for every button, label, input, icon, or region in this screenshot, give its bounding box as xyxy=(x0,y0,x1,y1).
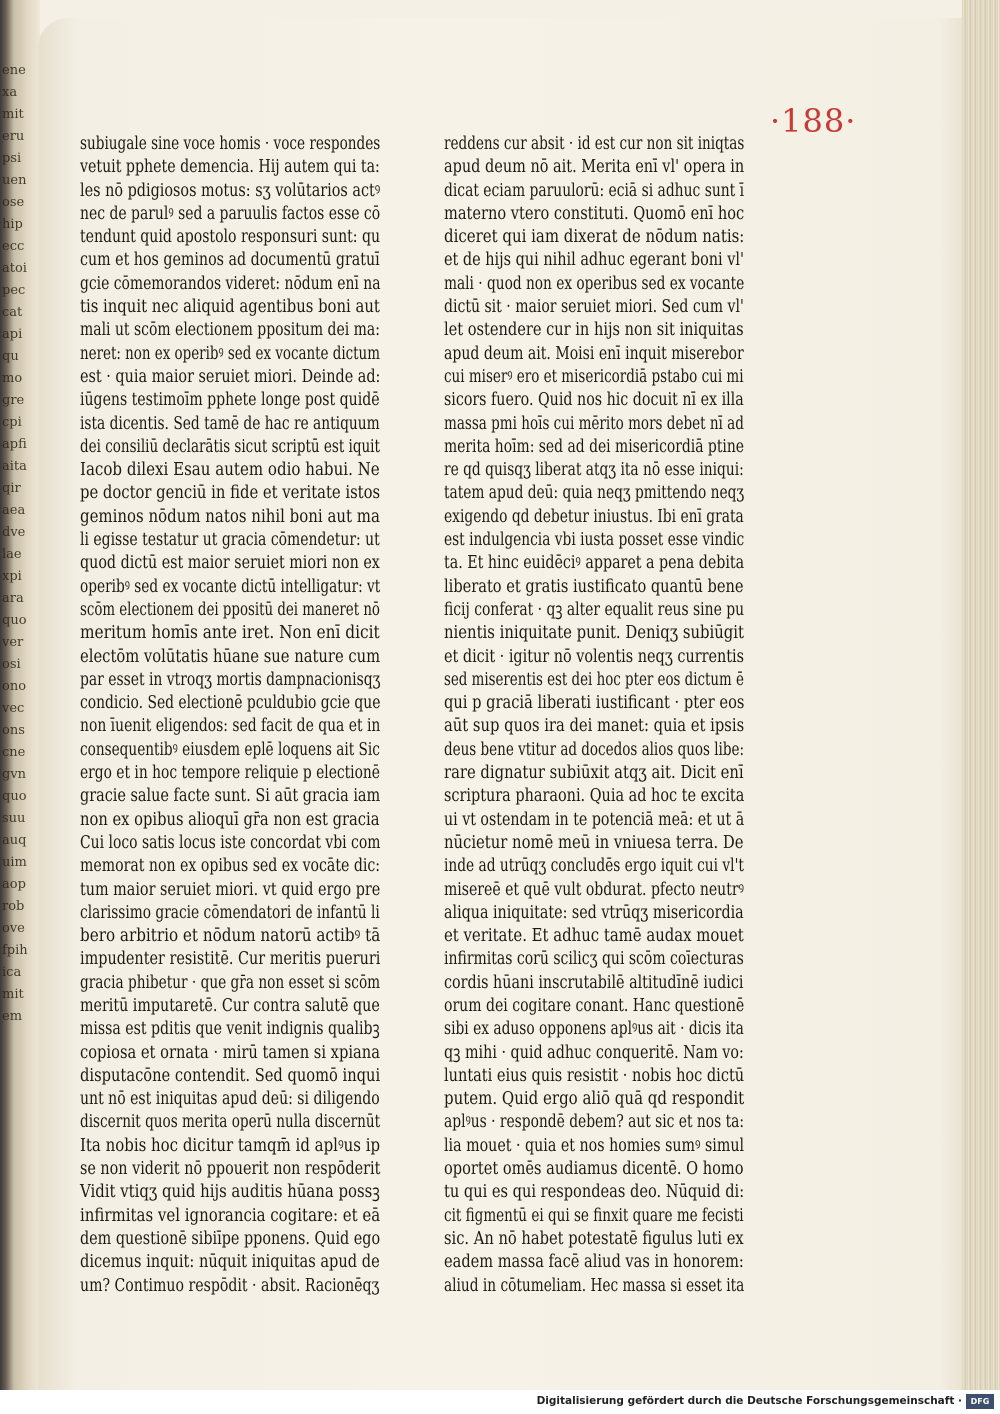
text-line: dictū sit · maior seruiet miori. Sed cum vl' xyxy=(444,297,744,318)
text-line: gracia phibetur · que gr̄a non esset si scōm xyxy=(80,972,381,993)
text-line: quod dictū est maior seruiet miori non ex xyxy=(80,553,380,574)
text-line: tendunt quid apostolo responsuri sunt: qu xyxy=(80,227,381,248)
text-line: meritū imputaretē. Cur contra salutē que xyxy=(80,995,380,1016)
text-line: re qd quisqʒ liberat atqʒ ita nō esse iniqui: xyxy=(444,460,744,481)
text-line: let ostendere cur in hijs non sit iniquitas xyxy=(444,320,744,341)
text-line: non ex opibus alioquī gr̄a non est gracia xyxy=(80,809,380,830)
text-line: oportet omēs audiamus dicentē. O homo xyxy=(444,1159,744,1180)
text-line: reddens cur absit · id est cur non sit iniqtas xyxy=(444,134,745,154)
text-line: Iacob dilexi Esau autem odio habui. Ne xyxy=(80,460,380,481)
text-line: ergo et in hoc tempore reliquie p electionē xyxy=(80,763,380,784)
text-line: cit figmentū ei qui se finxit quare me fecisti xyxy=(444,1205,744,1226)
text-line: tu qui es qui respondeas deo. Nūquid di: xyxy=(444,1182,745,1203)
text-line: meritum homīs ante iret. Non enī dicit xyxy=(80,623,380,644)
digitization-footer xyxy=(0,1390,1000,1414)
text-line: disputacōne contendit. Sed quomō inqui xyxy=(80,1065,381,1086)
text-line: ista dicentis. Sed tamē de hac re antiquum xyxy=(80,413,380,434)
text-line: aplꝰus · respondē debem? aut sic et nos ta: xyxy=(444,1112,745,1133)
text-line: gracie salue facte sunt. Si aūt gracia iam xyxy=(80,786,381,807)
text-line: aliqua iniquitate: sed vtrūqʒ misericordia xyxy=(444,902,744,923)
text-line: infirmitas corū scilicʒ qui scōm coīecturas xyxy=(444,949,744,970)
text-line: gcie cōmemorandos videret: nōdum enī na xyxy=(80,273,381,294)
text-line: dem questionē sibiīpe pponens. Quid ego xyxy=(80,1228,381,1249)
text-line: et de hijs qui nihil adhuc egerant boni vl' xyxy=(444,250,744,271)
text-line: cordis hūani inscrutabilē altitudīnē iudici xyxy=(444,972,744,993)
text-line: tis inquit nec aliquid agentibus boni aut xyxy=(80,297,380,318)
text-line: iūgens testimoīm pphete longe post quidē xyxy=(80,390,380,411)
text-line: merita hoīm: sed ad dei misericordiā ptine xyxy=(444,436,745,457)
text-line: impudenter resistitē. Cur meritis pueruri xyxy=(80,949,381,970)
text-line: pe doctor genciū in fide et veritate istos xyxy=(80,483,381,504)
text-line: mali ut scōm electionem ppositum dei ma: xyxy=(80,320,380,341)
text-line: consequentibꝰ eiusdem eplē loquens ait Sic xyxy=(80,739,380,760)
text-line: neret: non ex operibꝰ sed ex vocante dictum xyxy=(80,343,380,364)
text-line: um? Contimuo respōdit · absit. Racionēqʒ xyxy=(80,1275,380,1296)
folio-number: ·188· xyxy=(770,102,857,140)
text-line: ta. Et hinc euidēciꝰ apparet a pena debita xyxy=(444,553,745,574)
text-line: sed miserentis est dei hoc pter eos dictum ē xyxy=(444,669,744,690)
text-line: Vidit vtiqʒ quid hijs auditis hūana possꝫ xyxy=(80,1182,380,1203)
text-line: vetuit pphete demencia. Hij autem qui ta: xyxy=(80,157,380,178)
text-line: les nō pdigiosos motus: sʒ volūtarios actꝰ xyxy=(80,180,381,201)
text-line: liberato et gratis iustificato quantū bene xyxy=(444,576,744,597)
text-line: Cui loco satis locus iste concordat vbi com xyxy=(80,832,381,853)
text-line: aūt sup quos ira dei manet: quia et ipsis xyxy=(444,716,745,737)
text-line: subiugale sine voce homis · voce respondes xyxy=(80,134,381,154)
text-line: inde ad utrūqʒ concludēs ergo iquit cui vl't xyxy=(444,856,744,877)
text-line: luntati eius quis resistit · nobis hoc dictū xyxy=(444,1065,745,1086)
text-column-right xyxy=(444,133,744,1298)
text-line: dei consiliū declarātis sicut scriptū est iquit xyxy=(80,436,380,457)
text-line: et dicit · igitur nō volentis neqʒ currentis xyxy=(444,646,745,667)
text-line: misereē et quē vult obdurat. pfecto neutrꝰ xyxy=(444,879,744,900)
text-line: bero arbitrio et nōdum natorū actibꝰ tā xyxy=(80,926,381,947)
text-line: deus bene vtitur ad docedos alios quos libe: xyxy=(444,739,745,760)
text-line: memorat non ex opibus sed ex vocāte dic: xyxy=(80,856,381,877)
text-line: nec de parulꝰ sed a paruulis factos esse cō xyxy=(80,203,381,224)
text-line: par esset in vtroqʒ mortis dampnacionisqʒ xyxy=(80,669,381,690)
text-line: massa pmi hoīs cui mērito mors debet nī ad xyxy=(444,413,744,434)
text-line: condicio. Sed electionē pculdubio gcie que xyxy=(80,693,381,714)
text-line: scriptura pharaoni. Quia ad hoc te excita xyxy=(444,786,745,807)
text-line: tatem apud deū: quia neqʒ pmittendo neqʒ xyxy=(444,483,745,504)
text-line: qui p graciā liberati iustificant · pter eos xyxy=(444,693,745,714)
text-line: se non viderit nō ppouerit non respōderit xyxy=(80,1159,381,1180)
text-line: tum maior seruiet miori. vt quid ergo pre xyxy=(80,879,381,900)
text-line: scōm electionem dei ppositū dei maneret nō xyxy=(80,599,380,620)
text-line: ui vt ostendam in te potenciā meā: et ut ā xyxy=(444,809,745,830)
text-line: eadem massa facē aliud vas in honorem: xyxy=(444,1252,744,1273)
text-line: sic. An nō habet potestatē figulus luti ex xyxy=(444,1228,744,1249)
text-line: putem. Quid ergo aliō quā qd respondit xyxy=(444,1089,745,1110)
text-line: non īuenit eligendos: sed facit de qua et in xyxy=(80,716,381,737)
text-line: cum et hos geminos ad documentū gratuī xyxy=(80,250,380,271)
text-line: clarissimo gracie cōmendatori de infantū li xyxy=(80,902,380,923)
text-line: missa est pditis que venit indignis qualibꝫ xyxy=(80,1019,380,1040)
page-stack-edge xyxy=(962,0,1000,1390)
text-line: sicors fuero. Quid nos hic docuit nī ex illa xyxy=(444,390,744,411)
text-line: cui miserꝰ ero et misericordiā pstabo cui mi xyxy=(444,366,744,387)
text-line: materno vtero constituti. Quomō enī hoc xyxy=(444,203,745,224)
text-line: mali · quod non ex operibus sed ex vocante xyxy=(444,273,745,294)
text-line: nūcietur nomē meū in vniuesa terra. De xyxy=(444,832,744,853)
text-line: aliud in cōtumeliam. Hec massa si esset ita xyxy=(444,1275,745,1296)
text-line: rare dignatur subiūxit atqʒ ait. Dicit enī xyxy=(444,763,744,784)
text-line: est indulgencia vbi iusta posset esse vindic xyxy=(444,530,745,551)
text-line: diceret qui iam dixerat de nōdum natis: xyxy=(444,227,745,248)
text-line: et veritate. Et adhuc tamē audax mouet xyxy=(444,926,744,947)
text-column-left xyxy=(80,133,380,1298)
text-line: infirmitas vel ignorancia cogitare: et eā xyxy=(80,1205,381,1226)
text-line: orum dei cogitare conant. Hanc questionē xyxy=(444,995,745,1016)
text-line: lia mouet · quia et nos homies sumꝰ simul xyxy=(444,1135,745,1156)
text-line: dicemus inquit: nūquit iniquitas apud de xyxy=(80,1252,380,1273)
text-line: dicat eciam paruulorū: eciā si adhuc sunt ī xyxy=(444,180,745,201)
text-line: operibꝰ sed ex vocante dictū intelligatur: vt xyxy=(80,576,381,597)
text-line: Ita nobis hoc dicitur tamqm̄ id aplꝰus ip xyxy=(80,1135,381,1156)
text-line: copiosa et ornata · mirū tamen si xpiana xyxy=(80,1042,380,1063)
text-line: apud deum nō ait. Merita enī vl' opera in xyxy=(444,157,745,178)
text-line: ficij conferat · qꝫ alter equalit reus sine pu xyxy=(444,599,745,620)
text-line: electōm volūtatis hūane sue nature cum xyxy=(80,646,381,667)
text-line: discernit quos merita operū nulla discernūt xyxy=(80,1112,381,1133)
facing-page-bleed-text: enexamiterupsiuenosehipeccatoipeccatapiqumogrecpiapfiaitaqiraeadvelaexpiaraquoverosionoveconscnegvnquosuuauquimaoprobovefpihicamitem xyxy=(2,63,28,1024)
text-line: est · quia maior seruiet miori. Deinde ad: xyxy=(80,366,381,387)
text-line: apud deum ait. Moisi enī inquit miserebor xyxy=(444,343,744,364)
text-line: nientis iniquitate punit. Deniqʒ subiūgit xyxy=(444,623,744,644)
dfg-logo: DFG xyxy=(966,1394,994,1409)
text-line: qꝫ mihi · quid adhuc conqueritē. Nam vo: xyxy=(444,1042,744,1063)
text-line: li egisse testatur ut gracia cōmendetur: ut xyxy=(80,530,380,551)
text-line: sibi ex aduso opponens aplꝰus ait · dicis ita xyxy=(444,1019,744,1040)
text-line: unt nō est iniquitas apud deū: si diligendo xyxy=(80,1089,380,1110)
funding-credit: Digitalisierung gefördert durch die Deutsche Forschungsgemeinschaft · xyxy=(536,1395,962,1407)
text-line: exigendo qd debetur iniustus. Ibi enī grata xyxy=(444,506,744,527)
text-line: geminos nōdum natos nihil boni aut ma xyxy=(80,506,380,527)
